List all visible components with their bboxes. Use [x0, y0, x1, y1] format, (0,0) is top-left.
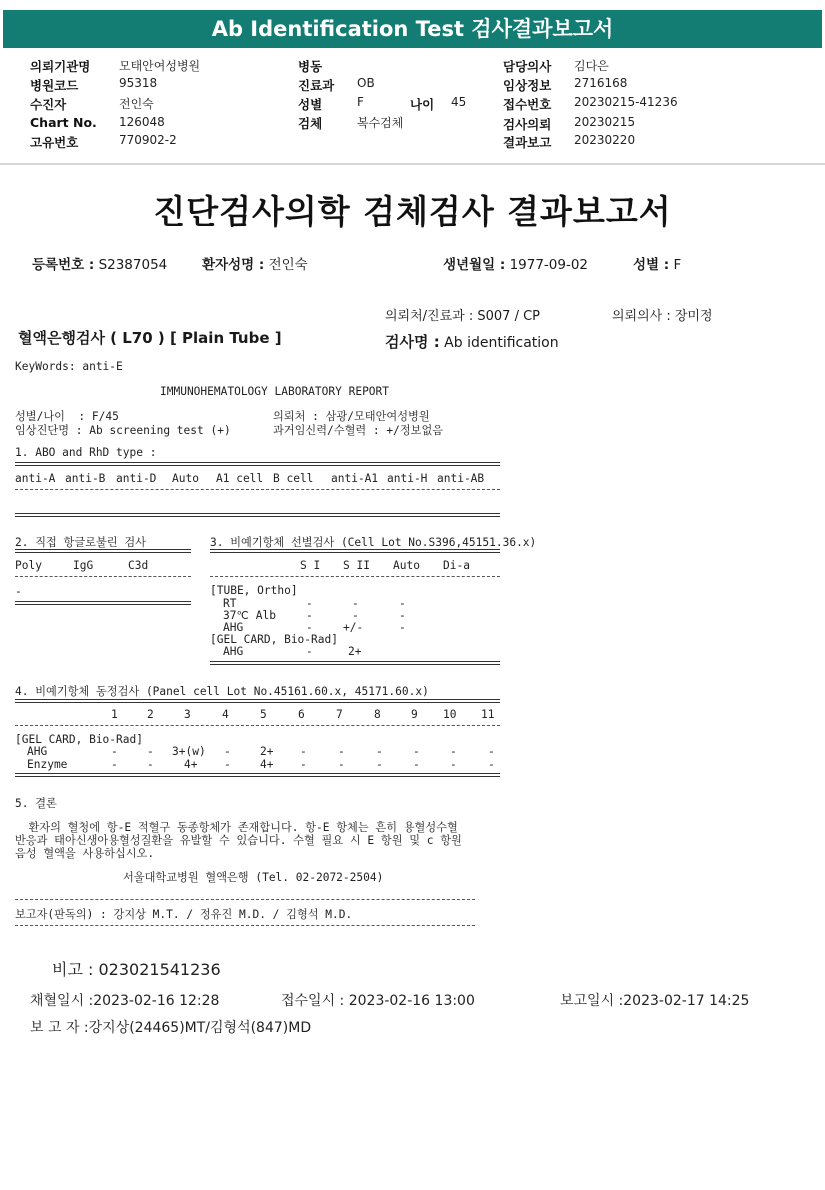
conclusion-line: 환자의 혈청에 항-E 적혈구 동종항체가 존재합니다. 항-E 항체는 흔히 용혈성수혈: [15, 821, 458, 834]
birth-date-value: 1977-09-02: [509, 257, 589, 273]
panel-cell: -: [224, 745, 231, 758]
unique-id-value: 770902-2: [119, 133, 177, 147]
divider: [210, 661, 500, 665]
ward-label: 병동: [298, 59, 323, 74]
age-value: 45: [451, 95, 467, 109]
doctor-label: 담당의사: [503, 59, 552, 74]
divider: [210, 549, 500, 553]
clinical-info-label: 임상정보: [503, 78, 552, 93]
panel-cell: -: [413, 758, 420, 771]
panel-cell: -: [300, 745, 307, 758]
requester-line: 의뢰처 : 삼광/모태안여성병원: [273, 410, 430, 423]
registration-no-value: S2387054: [98, 257, 168, 273]
abo-rhd-title: 1. ABO and RhD type :: [15, 446, 157, 459]
birth-date-label: 생년월일 :: [443, 257, 506, 273]
note-label: 비고 :: [52, 960, 94, 979]
screening-cell: -: [306, 597, 313, 610]
receipt-no-value: 20230215-41236: [574, 95, 678, 109]
document-title: 진단검사의학 검체검사 결과보고서: [153, 192, 672, 231]
collection-time: [30, 990, 219, 1010]
abo-header-anti-ab: anti-AB: [437, 472, 485, 485]
screening-tube-method: [TUBE, Ortho]: [210, 584, 298, 597]
header-divider: [0, 163, 825, 165]
abo-header-anti-h: anti-H: [387, 472, 428, 485]
department-value: OB: [357, 76, 375, 90]
hospital-name-value: 모태안여성병원: [119, 59, 201, 73]
screening-gel-method: [GEL CARD, Bio-Rad]: [210, 633, 338, 646]
abo-header-b-cell: B cell: [273, 472, 314, 485]
receipt-no-label: 접수번호: [503, 97, 552, 112]
panel-col: 7: [336, 708, 343, 721]
chart-no-value: 126048: [119, 115, 165, 129]
unique-id-label: 고유번호: [30, 135, 79, 150]
screening-cell: +/-: [343, 621, 364, 634]
requesting-doctor: 의뢰의사 : 장미정: [612, 309, 713, 324]
divider: [15, 601, 191, 605]
abo-header-auto: Auto: [172, 472, 199, 485]
patient-value: 전인숙: [119, 97, 154, 111]
screening-cell: -: [306, 621, 313, 634]
panel-cell: -: [450, 745, 457, 758]
abo-header-anti-b: anti-B: [65, 472, 106, 485]
hospital-name-label: 의뢰기관명: [30, 59, 91, 74]
conclusion-line: 반응과 태아신생아용혈성질환을 유발할 수 있습니다. 수혈 필요 시 E 항원 및 c 항원: [15, 834, 462, 847]
screening-cell: 2+: [348, 645, 362, 658]
report-time-value: 2023-02-17 14:25: [623, 993, 750, 1009]
abo-header-anti-d: anti-D: [116, 472, 157, 485]
registration-no: [32, 253, 167, 273]
panel-cell: -: [376, 758, 383, 771]
sex-value: F: [357, 95, 364, 109]
lab-report-title: IMMUNOHEMATOLOGY LABORATORY REPORT: [160, 385, 390, 398]
clinical-info-value: 2716168: [574, 76, 628, 90]
panel-col: 4: [222, 708, 229, 721]
test-name: [385, 331, 559, 352]
history-line: 과거임신력/수혈력 : +/정보없음: [273, 424, 444, 437]
panel-cell: -: [338, 745, 345, 758]
dat-header-c3d: C3d: [128, 559, 149, 572]
screening-cell: -: [399, 597, 406, 610]
panel-cell: -: [147, 745, 154, 758]
screening-cell: -: [306, 609, 313, 622]
identification-title: 4. 비예기항체 동정검사 (Panel cell Lot No.45161.60.x, 45171.60.x): [15, 685, 429, 698]
panel-col: 3: [184, 708, 191, 721]
screening-cell: -: [399, 621, 406, 634]
screening-cell: -: [352, 597, 359, 610]
panel-gel-method: [GEL CARD, Bio-Rad]: [15, 733, 143, 746]
hospital-contact: 서울대학교병원 혈액은행 (Tel. 02-2072-2504): [123, 871, 384, 884]
panel-cell: -: [376, 745, 383, 758]
divider: [15, 549, 191, 553]
divider: [15, 576, 191, 577]
screening-title: 3. 비예기항체 선별검사 (Cell Lot No.S396,45151.36.x): [210, 536, 537, 549]
age-label: 나이: [410, 97, 435, 112]
doctor-value: 김다은: [574, 59, 609, 73]
patient-name-value: 전인숙: [268, 257, 308, 273]
dat-header-poly: Poly: [15, 559, 42, 572]
patient-sex-value: F: [673, 257, 682, 273]
test-request-label: 검사의뢰: [503, 117, 552, 132]
panel-col: 2: [147, 708, 154, 721]
panel-col: 6: [298, 708, 305, 721]
panel-col: 10: [443, 708, 457, 721]
panel-cell: -: [450, 758, 457, 771]
collection-time-value: 2023-02-16 12:28: [93, 993, 220, 1009]
reporter-info-value: 강지상(24465)MT/김형석(847)MD: [88, 1020, 312, 1036]
panel-cell: -: [111, 758, 118, 771]
patient-sex: [633, 253, 681, 273]
receipt-time: [281, 990, 475, 1010]
test-name-value: Ab identification: [444, 335, 559, 351]
department-label: 진료과: [298, 78, 335, 93]
panel-col: 8: [374, 708, 381, 721]
panel-row-label: Enzyme: [27, 758, 68, 771]
screening-cell: -: [399, 609, 406, 622]
screening-header-auto: Auto: [393, 559, 420, 572]
patient-label: 수진자: [30, 97, 67, 112]
keywords: KeyWords: anti-E: [15, 360, 123, 373]
panel-cell: 4+: [260, 758, 274, 771]
conclusion-title: 5. 결론: [15, 797, 57, 810]
screening-row-label: AHG: [223, 621, 244, 634]
dat-title: 2. 직접 항글로불린 검사: [15, 536, 146, 549]
abo-header-anti-a: anti-A: [15, 472, 56, 485]
reporter-info: [30, 1017, 311, 1037]
panel-col: 11: [481, 708, 495, 721]
test-section-title: 혈액은행검사 ( L70 ) [ Plain Tube ]: [18, 329, 282, 347]
receipt-time-value: 2023-02-16 13:00: [348, 993, 475, 1009]
banner-title: Ab Identification Test 검사결과보고서: [3, 10, 822, 48]
patient-sex-label: 성별 :: [633, 257, 670, 273]
screening-header-s2: S II: [343, 559, 370, 572]
chart-no-label: Chart No.: [30, 115, 97, 130]
divider: [15, 489, 500, 490]
panel-cell: -: [488, 745, 495, 758]
clinical-diagnosis-line: 임상진단명 : Ab screening test (+): [15, 424, 231, 437]
divider: [15, 725, 500, 726]
panel-cell: -: [224, 758, 231, 771]
panel-cell: -: [338, 758, 345, 771]
report-signers: 보고자(판독의) : 강지상 M.T. / 정유진 M.D. / 김형석 M.D.: [15, 908, 353, 921]
department-info: 의뢰처/진료과 : S007 / CP: [385, 309, 540, 324]
specimen-label: 검체: [298, 116, 323, 131]
divider: [15, 899, 475, 900]
panel-row-label: AHG: [27, 745, 48, 758]
dat-result: -: [15, 585, 22, 598]
test-request-value: 20230215: [574, 115, 636, 129]
screening-row-label: AHG: [223, 645, 244, 658]
report-time: [560, 990, 749, 1010]
panel-cell: -: [300, 758, 307, 771]
screening-cell: -: [306, 645, 313, 658]
panel-col: 5: [260, 708, 267, 721]
screening-header-s1: S I: [300, 559, 321, 572]
patient-name-label: 환자성명 :: [202, 257, 265, 273]
reporter-info-label: 보 고 자 :: [30, 1020, 89, 1036]
test-name-label: 검사명 :: [385, 333, 440, 351]
conclusion-line: 음성 혈액을 사용하십시오.: [15, 847, 155, 860]
patient-name: [202, 253, 308, 273]
specimen-value: 복수검체: [357, 116, 404, 130]
birth-date: [443, 253, 588, 273]
screening-row-label: RT: [223, 597, 237, 610]
collection-time-label: 채혈일시 :: [30, 993, 94, 1009]
receipt-time-label: 접수일시 :: [281, 993, 345, 1009]
dat-header-igg: IgG: [73, 559, 94, 572]
hospital-code-label: 병원코드: [30, 78, 79, 93]
abo-header-anti-a1: anti-A1: [331, 472, 379, 485]
note: [52, 957, 221, 980]
screening-header-dia: Di-a: [443, 559, 470, 572]
registration-no-label: 등록번호 :: [32, 257, 95, 273]
panel-cell: 2+: [260, 745, 274, 758]
note-value: 023021541236: [98, 960, 221, 979]
result-report-label: 결과보고: [503, 135, 552, 150]
divider: [15, 699, 500, 703]
divider: [15, 462, 500, 466]
panel-col: 1: [111, 708, 118, 721]
divider: [15, 773, 500, 777]
panel-cell: 4+: [184, 758, 198, 771]
divider: [15, 925, 475, 926]
panel-cell: -: [147, 758, 154, 771]
report-time-label: 보고일시 :: [560, 993, 624, 1009]
screening-cell: -: [352, 609, 359, 622]
panel-cell: 3+(w): [172, 745, 206, 758]
panel-cell: -: [413, 745, 420, 758]
divider: [15, 513, 500, 517]
panel-cell: -: [111, 745, 118, 758]
divider: [210, 576, 500, 577]
panel-cell: -: [488, 758, 495, 771]
hospital-code-value: 95318: [119, 76, 158, 90]
result-report-value: 20230220: [574, 133, 636, 147]
header-info-panel: [0, 50, 825, 162]
sex-age-line: 성별/나이 : F/45: [15, 410, 119, 423]
screening-row-label: 37℃ Alb: [223, 609, 276, 622]
sex-label: 성별: [298, 97, 323, 112]
abo-header-a1-cell: A1 cell: [216, 472, 264, 485]
panel-col: 9: [411, 708, 418, 721]
